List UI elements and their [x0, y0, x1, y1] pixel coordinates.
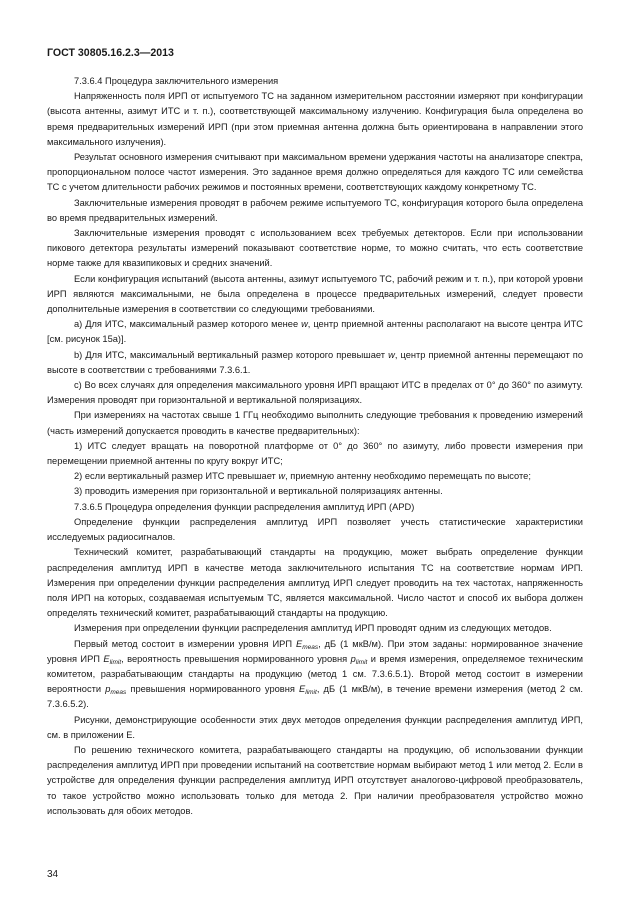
- list-item-b: b) Для ИТС, максимальный вертикальный размер которого превышает w, центр приемной антенны перемещают по высоте в соответствии с требованиями 7.3.6.1.: [47, 349, 583, 375]
- paragraph: Если конфигурация испытаний (высота антенны, азимут испытуемого ТС, рабочий режим и т. п.), при которой уровни ИРП являются максимальными, не была определена в процессе предварительных измерений, следует провести дополнительные измерения в соответствии со следующими требованиями.: [47, 273, 583, 315]
- paragraph: Заключительные измерения проводят в рабочем режиме испытуемого ТС, конфигурация которого была определена во время предварительных измерений.: [47, 197, 583, 223]
- section-heading-7-3-6-5: 7.3.6.5 Процедура определения функции распределения амплитуд ИРП (APD): [74, 501, 415, 512]
- paragraph: Определение функции распределения амплитуд ИРП позволяет учесть статистические характеристики исследуемых радиосигналов.: [47, 516, 583, 543]
- list-item-2: 2) если вертикальный размер ИТС превышает w, приемную антенну необходимо перемещать по высоте;: [74, 471, 531, 482]
- paragraph-methods: Первый метод состоит в измерении уровня ИРП $E_{meas}$, дБ (1 мкВ/м). При этом заданы: нормированное значение уровня ИРП $E_{limit}$, вероятность превышения нормированного уровня $p_{limit}$ и время измерения, определяемое техническим комитетом, разрабатывающим стандарты на продукцию (метод 1 см. 7.3.6.5.1). Второй метод состоит в измерении вероятности $p_{meas}$ превышения нормированного уровня $E_{limit}$, дБ (1 мкВ/м), в течение времени измерения (метод 2 см. 7.3.6.5.2).: [47, 638, 583, 710]
- list-item-1: 1) ИТС следует вращать на поворотной платформе от 0° до 360° по азимуту, либо провести измерения при перемещении приемной антенны по кругу вокруг ИТС;: [47, 440, 583, 467]
- list-item-c: c) Во всех случаях для определения максимального уровня ИРП вращают ИТС в пределах от 0° до 360° по азимуту. Измерения проводят при горизонтальной и вертикальной поляризациях.: [47, 380, 583, 406]
- document-body: [47, 74, 583, 819]
- paragraph: Технический комитет, разрабатывающий стандарты на продукцию, может выбрать определение функции распределения амплитуд ИРП в качестве метода заключительного испытания ТС на соответствие нормам ИРП. Измерения при определении функции распределения амплитуд ИРП следует проводить на тех частотах, напряженность поля ИРП на которых, создаваемая испытуемым ТС, является максимальной. Число частот и способ их выбора должен определять технический комитет, разрабатывающий стандарты на продукцию.: [47, 547, 583, 619]
- paragraph: Рисунки, демонстрирующие особенности этих двух методов определения функции распределения амплитуд ИРП, см. в приложении Е.: [47, 714, 583, 740]
- list-item-3: 3) проводить измерения при горизонтальной и вертикальной поляризациях антенны.: [74, 486, 443, 497]
- page-number: 34: [47, 869, 59, 880]
- paragraph: По решению технического комитета, разрабатывающего стандарты на продукцию, об использовании функции распределения амплитуд ИРП при проведении испытаний на соответствие нормам выбирают метод 1 или метод 2. Если в устройстве для определения функции распределения амплитуд ИРП отсутствует аналогово-цифровой преобразователь, то такое устройство можно использовать только для метода 2. При наличии преобразователя устройство можно использовать для обоих методов.: [47, 744, 583, 816]
- section-heading-7-3-6-4: 7.3.6.4 Процедура заключительного измерения: [74, 76, 279, 86]
- paragraph: Напряженность поля ИРП от испытуемого ТС на заданном измерительном расстоянии измеряют при конфигурации (высота антенны, азимут ИТС и т. п.), соответствующей максимальному излучению. Конфигурация была определена во время предварительных измерений ИРП (при этом приемная антенна должна быть ориентирована в направлении этого максимального излучения).: [47, 91, 583, 147]
- paragraph: Результат основного измерения считывают при максимальном времени удержания частоты на анализаторе спектра, пропорциональном полосе частот измерения. Это заданное время должно определяться для каждого ТС или семейства ТС с учетом длительности рабочих режимов и постоянных времени, соответствующих каждому конкретному ТС.: [47, 152, 583, 193]
- page-header: ГОСТ 30805.16.2.3—2013: [47, 47, 174, 59]
- paragraph: Заключительные измерения проводят с использованием всех требуемых детекторов. Если при использовании пикового детектора результаты измерений показывают соответствие норме, то можно считать, что есть соответствие норме также для квазипиковых и средних значений.: [47, 228, 583, 269]
- paragraph: Измерения при определении функции распределения амплитуд ИРП проводят одним из следующих методов.: [74, 623, 552, 634]
- list-item-a: a) Для ИТС, максимальный размер которого менее w, центр приемной антенны располагают на высоте центра ИТС [см. рисунок 15а)].: [47, 319, 583, 345]
- paragraph: При измерениях на частотах свыше 1 ГГц необходимо выполнить следующие требования к проведению измерений (часть измерений допускается проводить в качестве предварительных):: [47, 410, 583, 436]
